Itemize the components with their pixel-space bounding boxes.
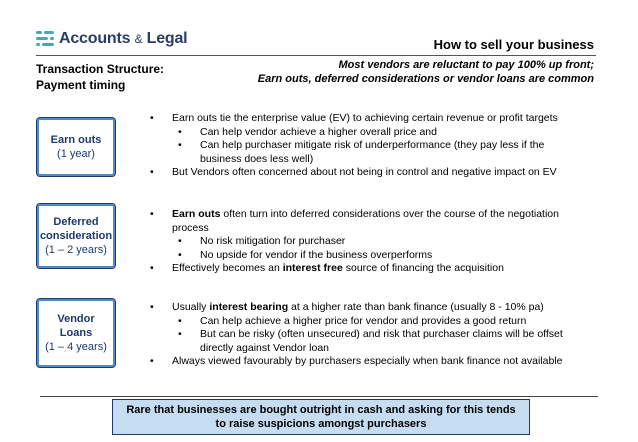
earnouts-card-name: Earn outs: [50, 134, 102, 146]
loans-card-name-2: Loans: [59, 327, 93, 339]
sub-bullet-item: • Can help purchaser mitigate risk of underperformance (they pay less if the business does less well): [178, 139, 545, 165]
loans-bullets: [150, 301, 610, 369]
bullet-item: • Earn outs often turn into deferred considerations over the course of the negotiation process: [150, 208, 559, 234]
footer-line-2: to raise suspicions amongst purchasers: [215, 418, 427, 430]
earnouts-bullets: [150, 112, 610, 180]
subtitle-line-2: Payment timing: [36, 78, 126, 92]
subtitle-line-1: Transaction Structure:: [36, 62, 165, 76]
sub-bullet-item: • No risk mitigation for purchaser: [178, 235, 346, 247]
logo-text: [59, 30, 187, 48]
logo-suffix: Legal: [146, 30, 188, 47]
footer-divider: [40, 396, 598, 397]
footer-callout: [112, 399, 530, 435]
bullet-item: • Effectively becomes an interest free source of financing the acquisition: [150, 262, 504, 274]
bullet-item: • Usually interest bearing at a higher rate than bank finance (usually 8 - 10% pa): [150, 301, 544, 313]
page-title: How to sell your business: [433, 37, 594, 52]
header-note: [258, 58, 594, 86]
company-logo: [36, 26, 187, 52]
note-line-2: Earn outs, deferred considerations or vendor loans are common: [257, 73, 594, 85]
bullet-item: • Earn outs tie the enterprise value (EV) to achieving certain revenue or profit targets: [150, 112, 558, 124]
deferred-card-period: (1 – 2 years): [45, 244, 107, 256]
deferred-card-name-1: Deferred: [53, 216, 99, 228]
loans-card-name-1: Vendor: [57, 313, 95, 325]
earnouts-card-period: (1 year): [57, 148, 95, 160]
bullet-item: • Always viewed favourably by purchasers especially when bank finance not available: [150, 355, 563, 367]
loans-card: [36, 298, 116, 368]
logo-amp: &: [134, 32, 143, 46]
sub-bullet-item: • But can be risky (often unsecured) and risk that purchaser claims will be offset directly against Vendor loan: [178, 328, 563, 354]
note-line-1: Most vendors are reluctant to pay 100% up front;: [338, 59, 594, 71]
sub-bullet-item: • No upside for vendor if the business overperforms: [178, 248, 433, 261]
earnouts-card: [36, 117, 116, 177]
deferred-card-name-2: consideration: [39, 230, 113, 242]
logo-brand: Accounts: [59, 30, 131, 47]
section-subtitle: [36, 61, 164, 93]
sub-bullet-item: • Can help achieve a higher price for vendor and provides a good return: [178, 314, 527, 327]
sub-bullet-item: • Can help vendor achieve a higher overall price and: [178, 125, 437, 138]
header-divider: [36, 55, 596, 56]
deferred-card: [36, 203, 116, 269]
footer-line-1: Rare that businesses are bought outright in cash and asking for this tends: [126, 404, 516, 416]
loans-card-period: (1 – 4 years): [45, 341, 107, 353]
deferred-bullets: [150, 208, 610, 276]
logo-dots-icon: [36, 29, 54, 49]
bullet-item: • But Vendors often concerned about not being in control and negative impact on EV: [150, 166, 557, 178]
